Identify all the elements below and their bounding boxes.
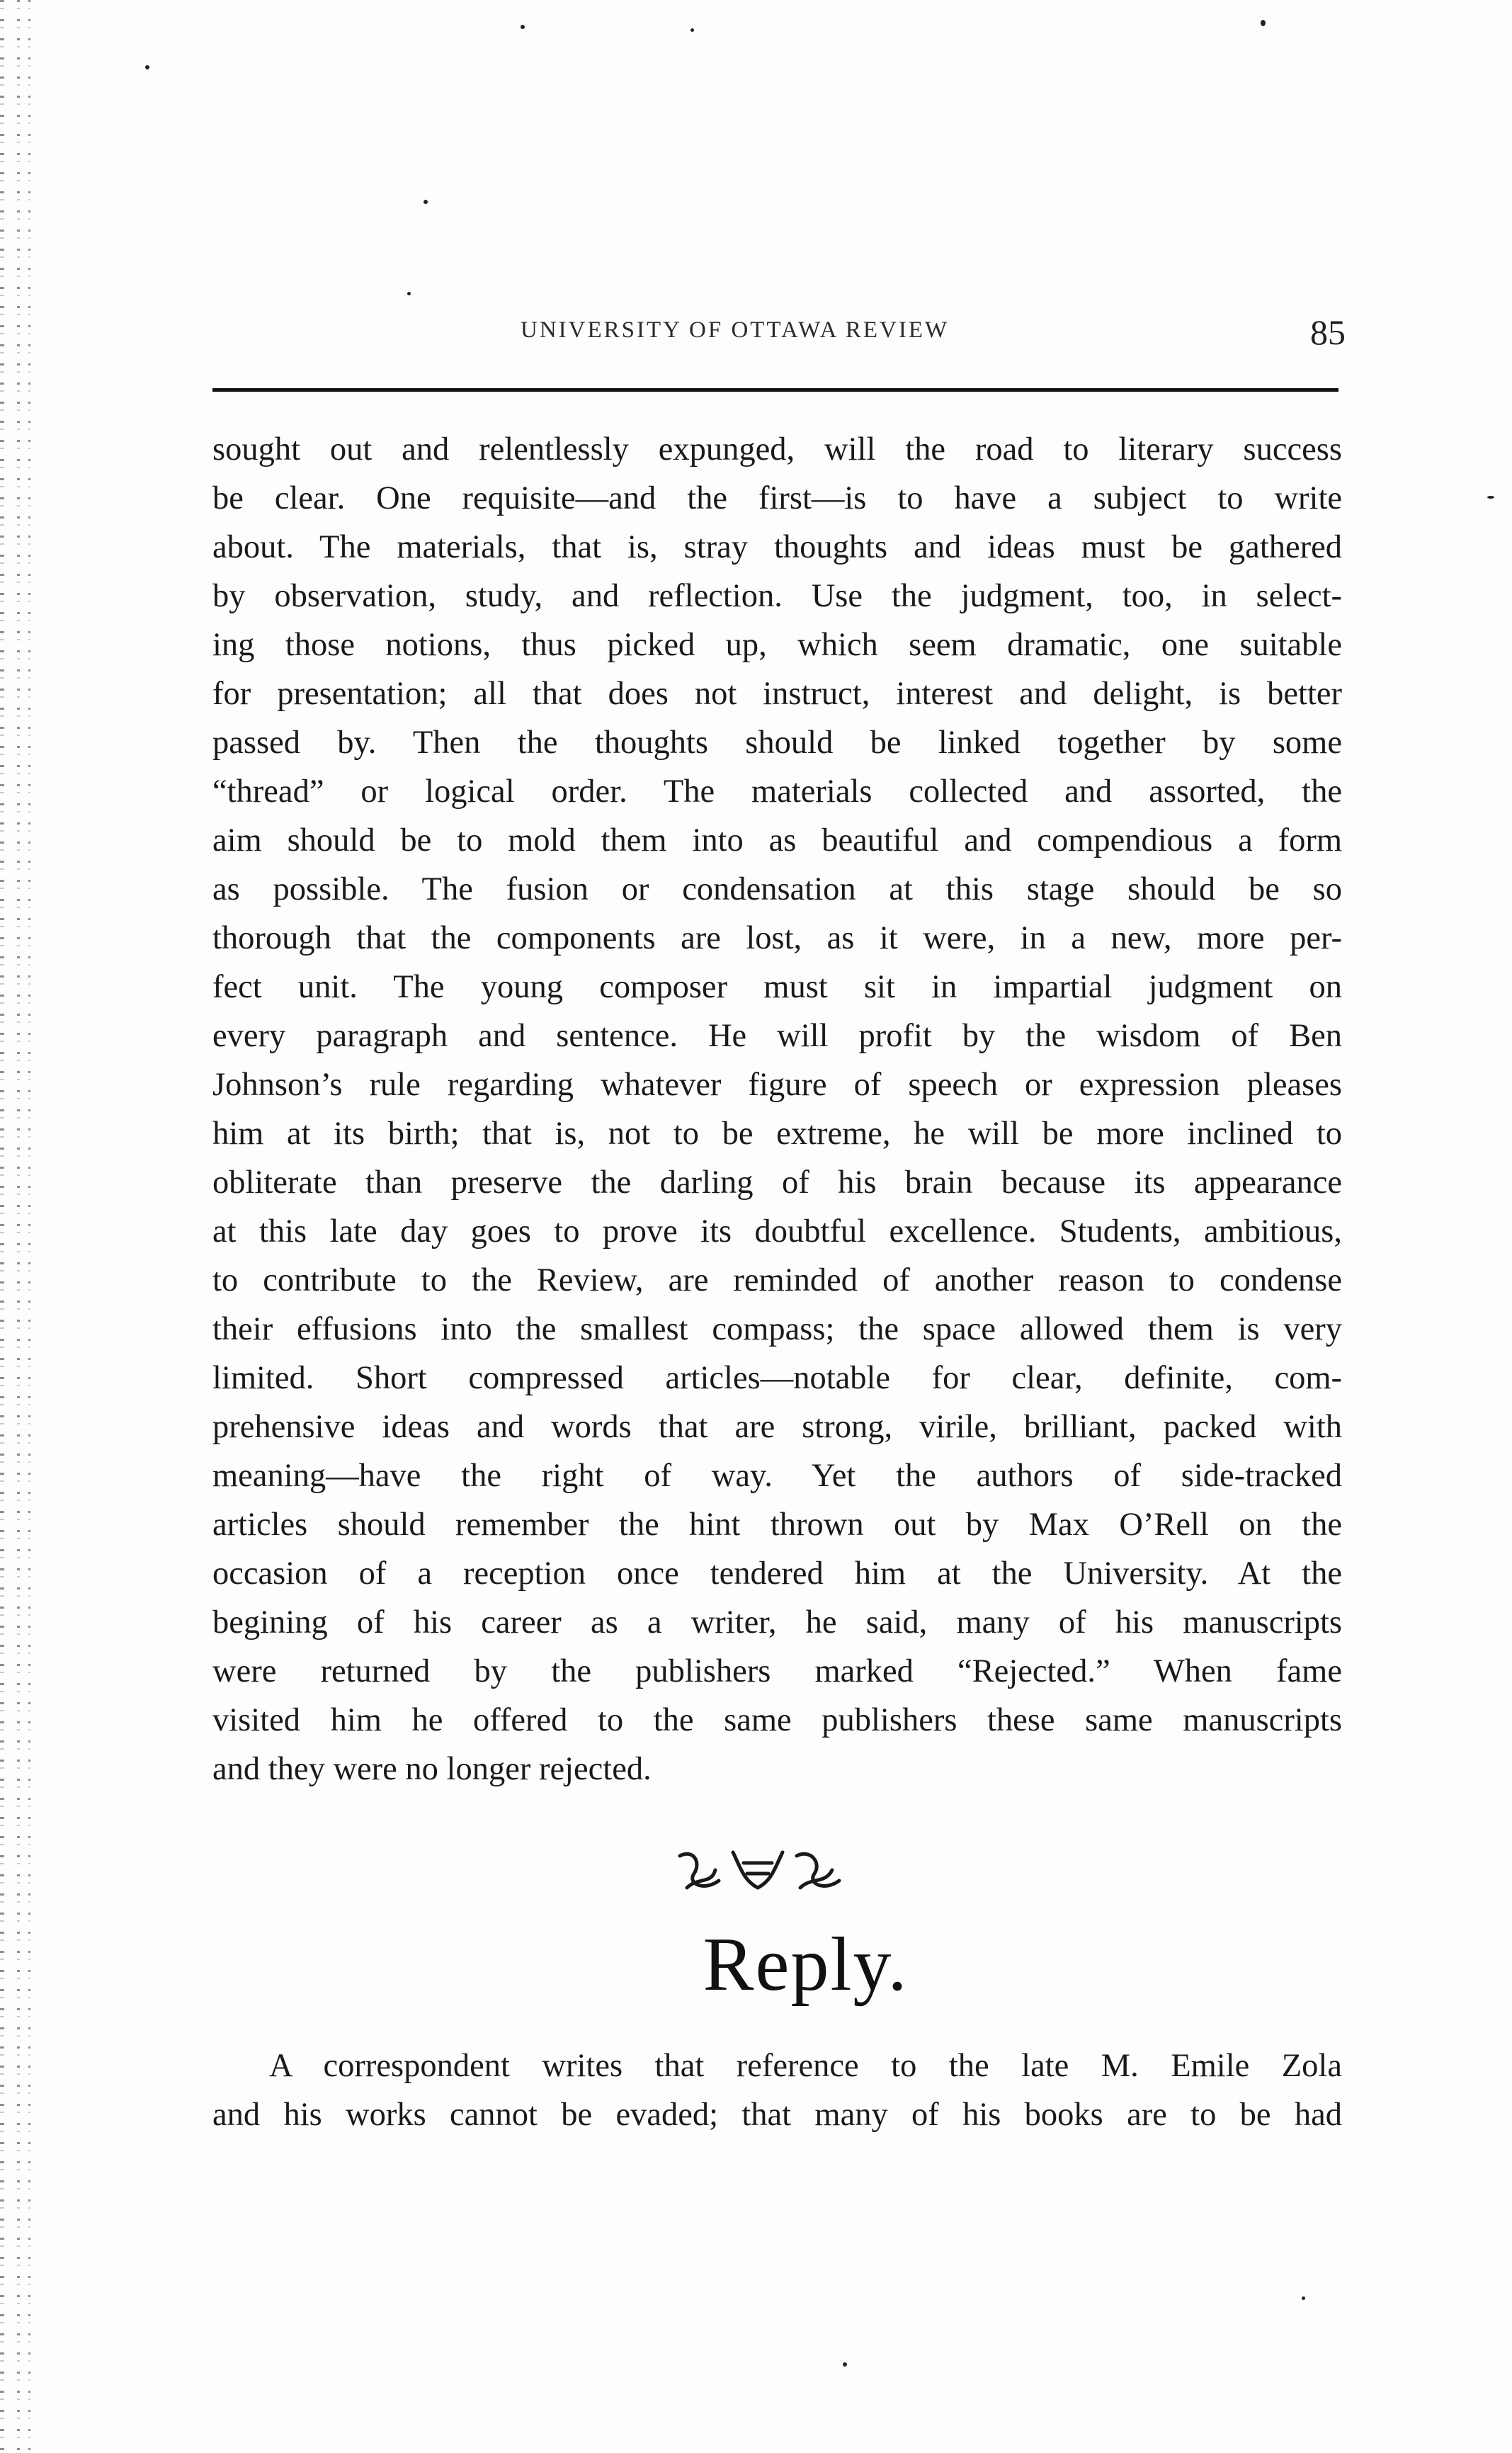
reply-line: and his works cannot be evaded; that many of his books are to be had [212,2097,1342,2133]
running-head [212,312,1346,354]
body-line: passed by. Then the thoughts should be linked together by some [212,725,1342,761]
scan-speck [407,292,411,295]
running-head-title: UNIVERSITY OF OTTAWA REVIEW [521,317,950,343]
body-line: begining of his career as a writer, he said, many of his manuscripts [212,1604,1342,1641]
article-body [212,425,1342,1794]
scan-speck [145,65,149,69]
reply-body [212,2041,1342,2139]
body-line: about. The materials, that is, stray thoughts and ideas must be gathered [212,529,1342,565]
body-line: him at its birth; that is, not to be extreme, he will be more inclined to [212,1116,1342,1152]
body-line: be clear. One requisite—and the first—is to have a subject to write [212,480,1342,516]
body-line: as possible. The fusion or condensation at this stage should be so [212,871,1342,907]
body-line: occasion of a reception once tendered him at the University. At the [212,1556,1342,1592]
body-line: obliterate than preserve the darling of his brain because its appearance [212,1165,1342,1201]
floral-ornament-svg [666,1842,850,1898]
body-line: every paragraph and sentence. He will profit by the wisdom of Ben [212,1018,1342,1054]
body-line: thorough that the components are lost, as it were, in a new, more per- [212,920,1342,956]
body-line: were returned by the publishers marked “Rejected.” When fame [212,1653,1342,1689]
scan-speck [843,2362,847,2367]
scan-speck [424,200,428,204]
body-line: by observation, study, and reflection. Use the judgment, too, in select- [212,578,1342,614]
body-line: limited. Short compressed articles—notable for clear, definite, com- [212,1360,1342,1396]
body-line: meaning—have the right of way. Yet the authors of side-tracked [212,1458,1342,1494]
body-line: prehensive ideas and words that are strong, virile, brilliant, packed with [212,1409,1342,1445]
body-line: to contribute to the Review, are reminded of another reason to condense [212,1262,1342,1298]
scan-speck [690,28,694,32]
scan-speck [1487,496,1494,499]
body-line: at this late day goes to prove its doubtful excellence. Students, ambitious, [212,1213,1342,1250]
body-line: their effusions into the smallest compass; the space allowed them is very [212,1311,1342,1347]
page-number: 85 [1310,312,1346,352]
scan-speck [521,25,525,29]
scan-speck [1302,2296,1305,2300]
scan-speck [1261,20,1266,26]
body-line: ing those notions, thus picked up, which seem dramatic, one suitable [212,627,1342,663]
body-line: Johnson’s rule regarding whatever figure of speech or expression pleases [212,1067,1342,1103]
binding-edge [0,0,50,2453]
body-line: “thread” or logical order. The materials collected and assorted, the [212,774,1342,810]
body-line: sought out and relentlessly expunged, will the road to literary success [212,431,1342,468]
reply-line: A correspondent writes that reference to the late M. Emile Zola [269,2048,1342,2084]
body-line: visited him he offered to the same publishers these same manuscripts [212,1702,1342,1738]
body-line: and they were no longer rejected. [212,1751,652,1787]
header-rule [212,388,1338,392]
body-line: fect unit. The young composer must sit in impartial judgment on [212,969,1342,1005]
body-line: for presentation; all that does not instruct, interest and delight, is better [212,676,1342,712]
section-heading: Reply. [703,1922,909,2007]
body-line: aim should be to mold them into as beautiful and compendious a form [212,822,1342,859]
body-line: articles should remember the hint thrown out by Max O’Rell on the [212,1507,1342,1543]
floral-ornament-icon [666,1842,850,1898]
